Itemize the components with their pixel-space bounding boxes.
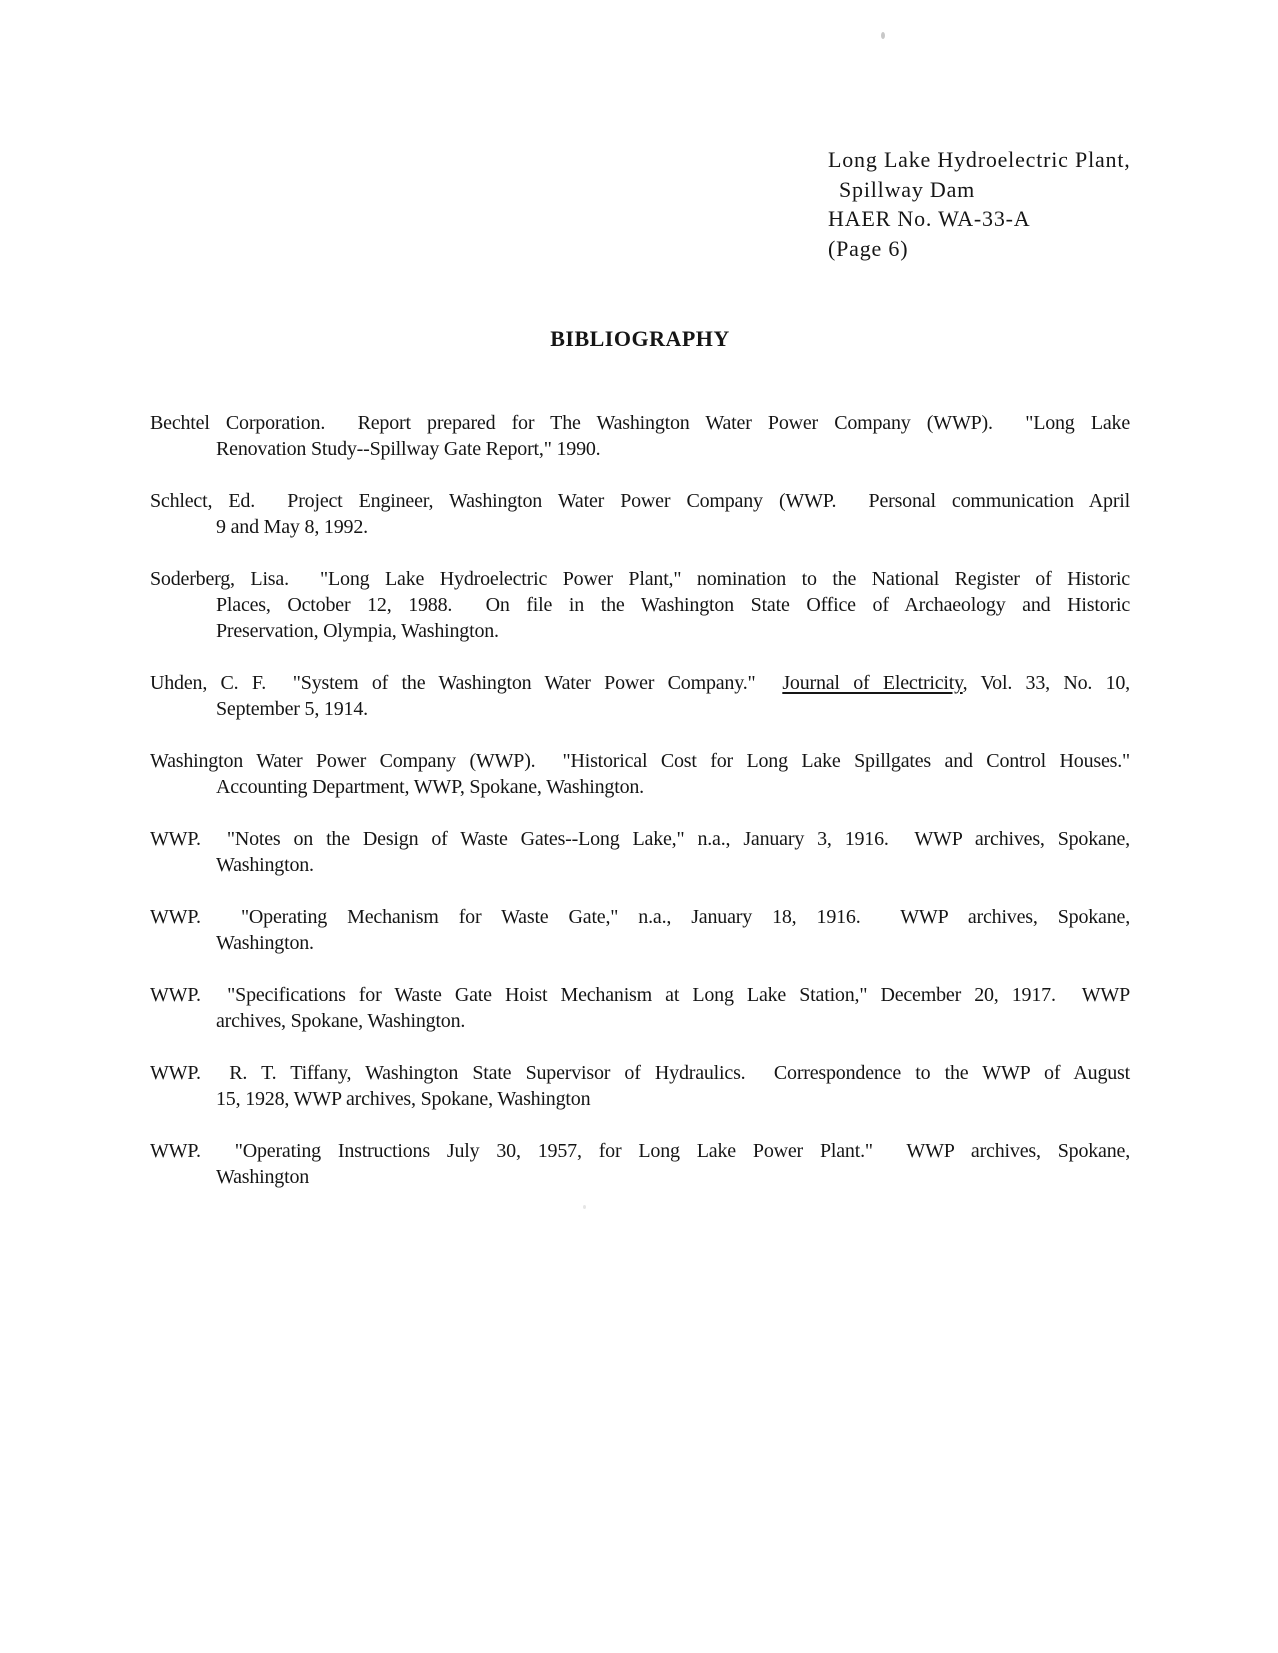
bibliography-entry xyxy=(150,1138,1130,1190)
header-line: Spillway Dam xyxy=(839,176,976,202)
bibliography-entry xyxy=(150,670,1130,722)
entry-line: Washington xyxy=(216,1166,310,1188)
entry-line: Washington Water Power Company (WWP). "Historical Cost for Long Lake Spillgates and Control Houses." xyxy=(150,750,1130,772)
header-block xyxy=(828,145,1131,263)
entry-line: WWP. "Operating Instructions July 30, 1957, for Long Lake Power Plant." WWP archives, Spokane, xyxy=(150,1140,1130,1162)
entry-line: 9 and May 8, 1992. xyxy=(216,516,368,538)
bibliography-entry xyxy=(150,904,1130,956)
entry-line xyxy=(150,670,1130,696)
bibliography xyxy=(150,410,1130,1216)
entry-line: archives, Spokane, Washington. xyxy=(216,1010,466,1032)
page-title: BIBLIOGRAPHY xyxy=(550,326,730,351)
entry-line: Washington. xyxy=(216,854,314,876)
header-line: Long Lake Hydroelectric Plant, xyxy=(828,147,1131,172)
header-line: HAER No. WA-33-A xyxy=(828,206,1031,231)
entry-text: Uhden, C. F. "System of the Washington Water Power Company." xyxy=(150,672,783,694)
entry-line: September 5, 1914. xyxy=(216,698,368,720)
entry-line: WWP. "Notes on the Design of Waste Gates--Long Lake," n.a., January 3, 1916. WWP archives, Spokane, xyxy=(150,828,1130,850)
bibliography-entry xyxy=(150,566,1130,644)
entry-text: , Vol. 33, No. 10, xyxy=(962,672,1130,694)
entry-line: Bechtel Corporation. Report prepared for The Washington Water Power Company (WWP). "Long Lake xyxy=(150,412,1130,434)
bibliography-entry xyxy=(150,410,1130,462)
bibliography-entry xyxy=(150,826,1130,878)
bibliography-entry xyxy=(150,488,1130,540)
bibliography-entry xyxy=(150,1060,1130,1112)
header-line: (Page 6) xyxy=(828,235,909,261)
entry-line: Places, October 12, 1988. On file in the Washington State Office of Archaeology and Historic xyxy=(216,594,1130,616)
entry-line: WWP. R. T. Tiffany, Washington State Supervisor of Hydraulics. Correspondence to the WWP of August xyxy=(150,1062,1130,1084)
bibliography-entry xyxy=(150,748,1130,800)
bibliography-entry xyxy=(150,982,1130,1034)
entry-line: 15, 1928, WWP archives, Spokane, Washington xyxy=(216,1088,591,1110)
entry-line: Renovation Study--Spillway Gate Report," 1990. xyxy=(216,438,601,460)
entry-line: Washington. xyxy=(216,932,314,954)
entry-line: WWP. "Specifications for Waste Gate Hoist Mechanism at Long Lake Station," December 20, 1917. WWP xyxy=(150,984,1130,1006)
entry-line: Soderberg, Lisa. "Long Lake Hydroelectric Power Plant," nomination to the National Register of Historic xyxy=(150,568,1130,590)
entry-line: Accounting Department, WWP, Spokane, Washington. xyxy=(216,776,644,798)
entry-line: Preservation, Olympia, Washington. xyxy=(216,620,499,642)
journal-title-underlined: Journal of Electricity xyxy=(782,672,963,694)
entry-line: WWP. "Operating Mechanism for Waste Gate," n.a., January 18, 1916. WWP archives, Spokane, xyxy=(150,906,1130,928)
scan-speck xyxy=(881,32,885,39)
entry-line: Schlect, Ed. Project Engineer, Washington Water Power Company (WWP. Personal communication April xyxy=(150,490,1130,512)
